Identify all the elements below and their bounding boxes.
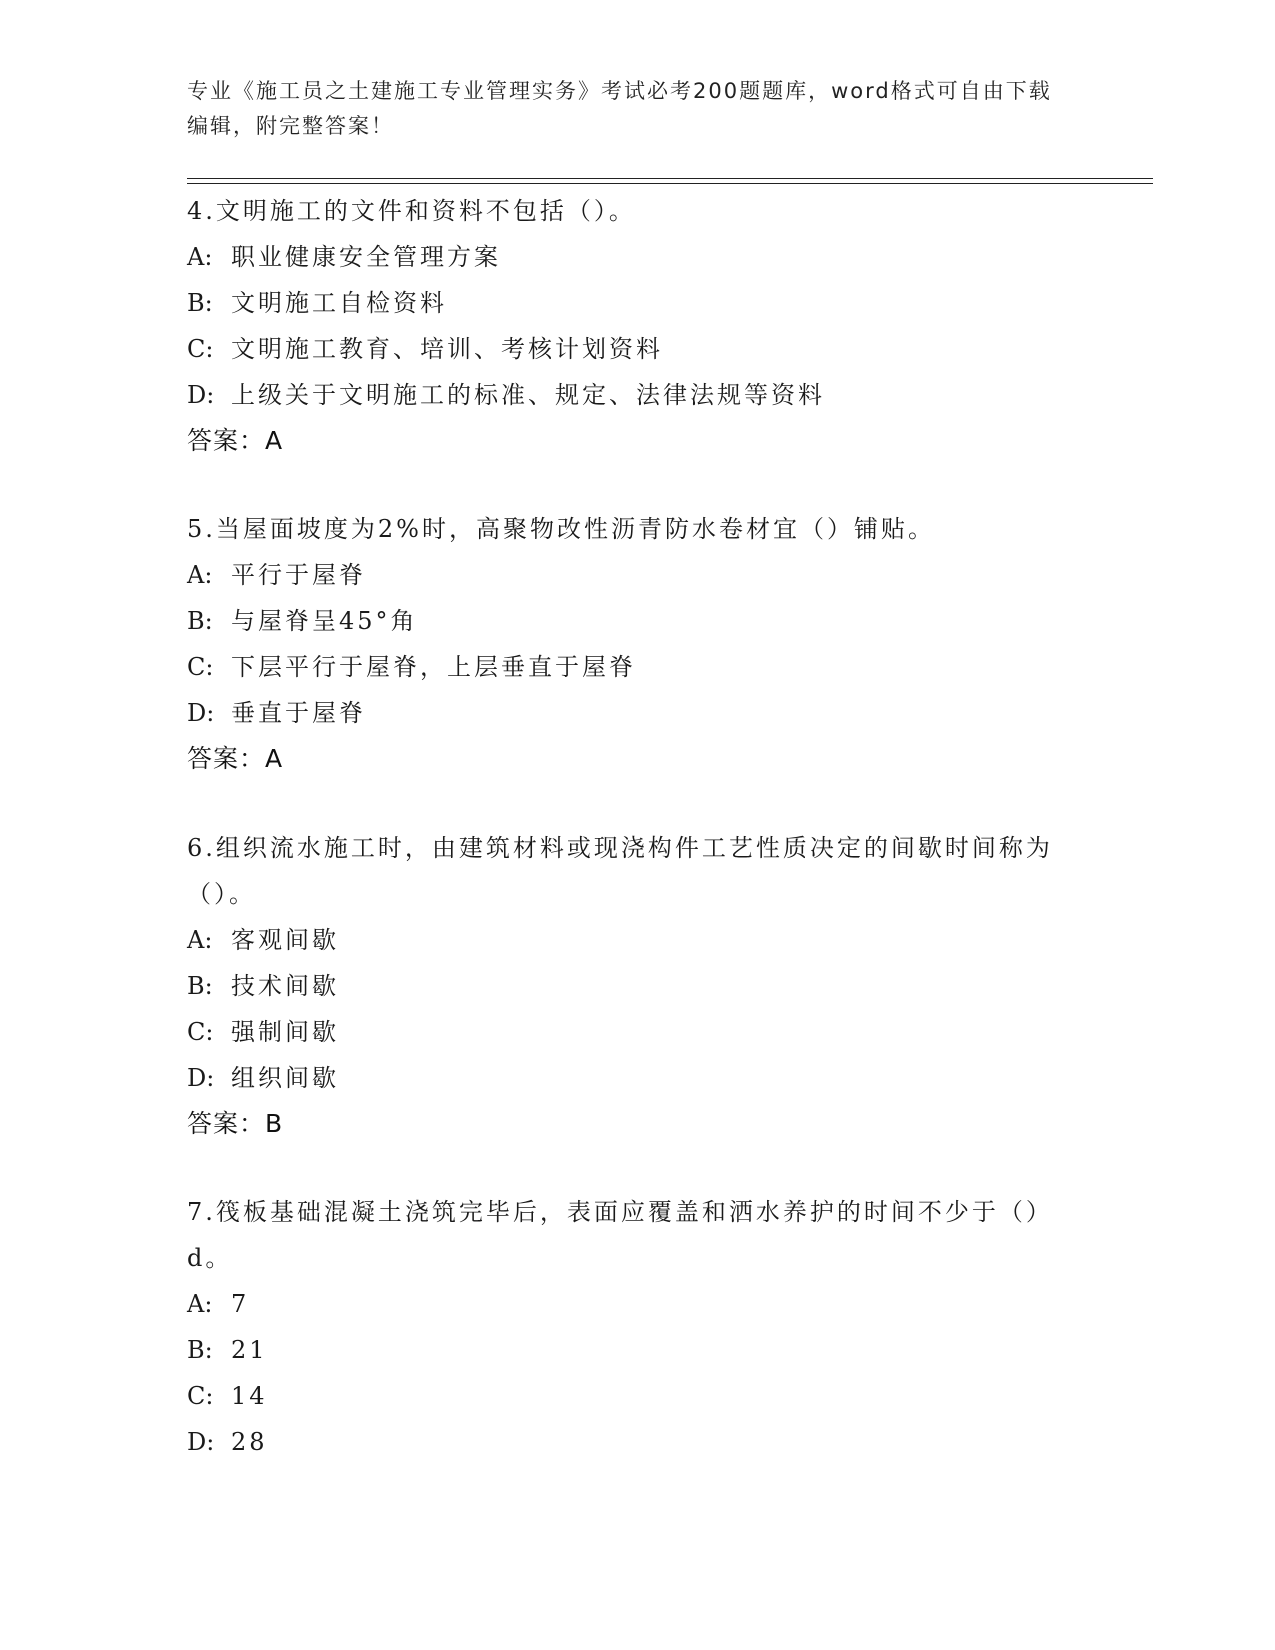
option-d (187, 690, 1067, 736)
option-text: 组织间歇 (231, 1064, 339, 1092)
option-d (187, 1419, 1067, 1465)
answer-label: 答案：B (187, 1109, 284, 1138)
question-6 (187, 825, 1067, 1147)
option-text: 与屋脊呈45°角 (231, 607, 418, 635)
option-c (187, 1009, 1067, 1055)
document-header: 专业《施工员之土建施工专业管理实务》考试必考200题题库，word格式可自由下载编辑，附完整答案！ (187, 79, 1052, 138)
option-key: B: (187, 1336, 213, 1364)
header-divider-bottom (187, 183, 1153, 184)
option-a (187, 234, 1067, 280)
option-c (187, 326, 1067, 372)
option-b (187, 280, 1067, 326)
option-text: 客观间歇 (231, 926, 339, 954)
option-c (187, 644, 1067, 690)
option-text: 14 (231, 1382, 268, 1410)
option-key: D: (187, 699, 215, 727)
option-text: 强制间歇 (231, 1018, 339, 1046)
option-key: A: (187, 243, 213, 271)
option-key: D: (187, 1428, 215, 1456)
option-key: B: (187, 289, 213, 317)
option-d (187, 372, 1067, 418)
answer-label: 答案：A (187, 426, 284, 455)
option-text: 平行于屋脊 (231, 561, 366, 589)
option-key: D: (187, 381, 215, 409)
option-key: D: (187, 1064, 215, 1092)
question-5 (187, 506, 1067, 782)
option-key: C: (187, 335, 214, 363)
option-b (187, 1327, 1067, 1373)
option-text: 垂直于屋脊 (231, 699, 366, 727)
option-text: 上级关于文明施工的标准、规定、法律法规等资料 (231, 381, 825, 409)
option-a (187, 917, 1067, 963)
option-d (187, 1055, 1067, 1101)
question-stem: 4.文明施工的文件和资料不包括（）。 (187, 197, 636, 225)
option-text: 下层平行于屋脊，上层垂直于屋脊 (231, 653, 636, 681)
option-text: 文明施工教育、培训、考核计划资料 (231, 335, 663, 363)
question-7 (187, 1189, 1067, 1465)
option-text: 21 (231, 1336, 268, 1364)
option-key: C: (187, 1382, 214, 1410)
option-key: A: (187, 561, 213, 589)
header-divider-top (187, 178, 1153, 179)
question-4 (187, 188, 1067, 464)
option-text: 技术间歇 (231, 972, 339, 1000)
option-b (187, 963, 1067, 1009)
option-key: B: (187, 972, 213, 1000)
option-key: C: (187, 1018, 214, 1046)
question-stem: 5.当屋面坡度为2%时，高聚物改性沥青防水卷材宜（）铺贴。 (187, 515, 935, 543)
option-a (187, 552, 1067, 598)
option-text: 28 (231, 1428, 268, 1456)
option-key: A: (187, 926, 213, 954)
option-a (187, 1281, 1067, 1327)
question-stem: 7.筏板基础混凝土浇筑完毕后，表面应覆盖和洒水养护的时间不少于（）d。 (187, 1198, 1053, 1272)
question-stem: 6.组织流水施工时，由建筑材料或现浇构件工艺性质决定的间歇时间称为（）。 (187, 834, 1053, 908)
option-text: 7 (231, 1290, 250, 1318)
option-text: 职业健康安全管理方案 (231, 243, 501, 271)
option-key: C: (187, 653, 214, 681)
option-key: A: (187, 1290, 213, 1318)
answer-label: 答案：A (187, 744, 284, 773)
option-b (187, 598, 1067, 644)
option-c (187, 1373, 1067, 1419)
option-text: 文明施工自检资料 (231, 289, 447, 317)
option-key: B: (187, 607, 213, 635)
